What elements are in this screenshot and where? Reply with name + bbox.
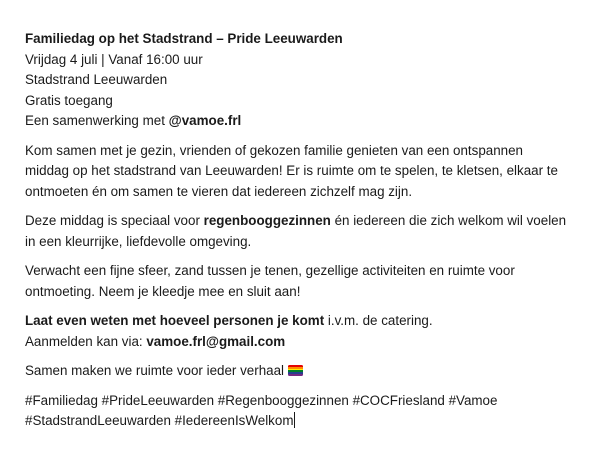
rainbow-flag-icon (288, 365, 303, 376)
special-text (25, 211, 570, 252)
event-entry: Gratis toegang (25, 92, 113, 108)
hashtags-line-2-text: #StadstrandLeeuwarden #IedereenIsWelkom (25, 413, 294, 428)
text-caret (294, 412, 295, 428)
closing-label: Samen maken we ruimte voor ieder verhaal (25, 363, 285, 378)
intro-paragraph (25, 141, 570, 203)
signup-prefix: Aanmelden kan via: (25, 333, 147, 349)
hashtags-line-2 (25, 411, 570, 432)
intro-text: Kom samen met je gezin, vrienden of gekozen familie genieten van een ontspannen middag op het stadstrand van Leeuwarden! Er is ruimte om te spelen, te kletsen, elkaar te ontmoeten én om samen te vieren dat iedereen zichzelf mag zijn. (25, 142, 558, 199)
collab-handle: @vamoe.frl (168, 113, 242, 128)
rsvp-suffix: i.v.m. de catering. (324, 313, 433, 328)
signup-email: vamoe.frl@gmail.com (146, 333, 286, 349)
event-collaboration (25, 111, 570, 132)
hashtags-line-1: #Familiedag #PrideLeeuwarden #Regenbooggezinnen #COCFriesland #Vamoe (25, 392, 498, 408)
rsvp-text (25, 311, 570, 332)
special-paragraph (25, 211, 570, 252)
signup-text (25, 332, 570, 353)
event-details (25, 29, 570, 132)
special-highlight: regenbooggezinnen (203, 213, 331, 228)
expect-paragraph (25, 261, 570, 302)
special-suffix: én iedereen die zich welkom wil voelen in een kleurrijke, liefdevolle omgeving. (25, 213, 567, 249)
event-location: Stadstrand Leeuwarden (25, 72, 168, 87)
post-text-editor[interactable] (25, 29, 570, 441)
hashtags-paragraph (25, 391, 570, 432)
event-title: Familiedag op het Stadstrand – Pride Leeuwarden (25, 31, 343, 46)
event-date-time: Vrijdag 4 juli | Vanaf 16:00 uur (25, 51, 203, 67)
closing-text (25, 361, 570, 382)
expect-text: Verwacht een fijne sfeer, zand tussen je tenen, gezellige activiteiten en ruimte voor ontmoeting. Neem je kleedje mee en sluit aan! (25, 263, 515, 299)
rsvp-highlight: Laat even weten met hoeveel personen je komt (25, 313, 325, 328)
collab-prefix: Een samenwerking met (25, 113, 169, 128)
closing-paragraph (25, 361, 570, 382)
special-prefix: Deze middag is speciaal voor (25, 213, 204, 228)
rsvp-paragraph (25, 311, 570, 352)
